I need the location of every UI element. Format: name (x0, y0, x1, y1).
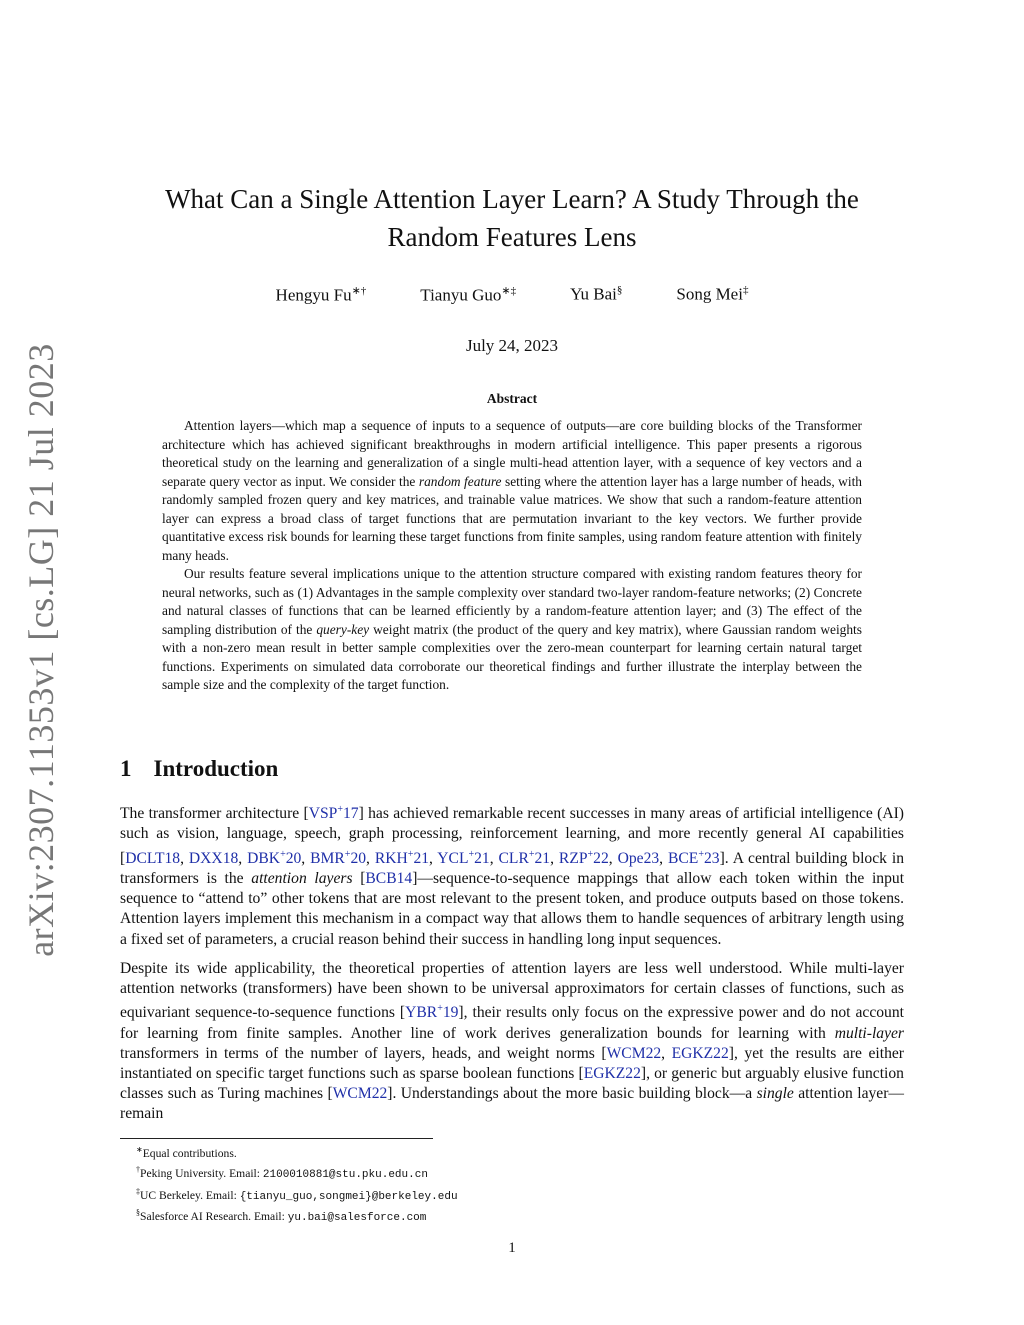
citation-link[interactable]: EGKZ22 (671, 1044, 729, 1062)
title-line-2: Random Features Lens (387, 222, 637, 252)
footnote: ‡UC Berkeley. Email: {tianyu_guo,songmei}@berkeley.edu (136, 1186, 458, 1203)
footnote: ∗Equal contributions. (136, 1145, 237, 1160)
citation-link[interactable]: DCLT18 (125, 849, 181, 867)
citation-link[interactable]: YBR+19 (405, 1003, 459, 1022)
email-address[interactable]: {tianyu_guo,songmei}@berkeley.edu (239, 1190, 458, 1203)
author-list (120, 284, 904, 306)
author: Song Mei‡ (676, 284, 749, 304)
citation-link[interactable]: RKH+21 (374, 848, 430, 867)
footnote: †Peking University. Email: 2100010881@stu.pku.edu.cn (136, 1165, 428, 1182)
body-paragraph: Despite its wide applicability, the theoretical properties of attention layers are less well understood. While multi-layer attention networks (transformers) have been shown to be universal approximators for certain classes of functions, such as equivariant sequence-to-sequence functions [YBR+19], their results only focus on the expressive power and do not account for learning from finite samples. Another line of work derives generalization bounds for learning with multi-layer transformers in terms of the number of layers, heads, and weight norms [WCM22, EGKZ22], yet the results are either instantiated on specific target functions such as sparse boolean functions [EGKZ22], or generic but arguably elusive function classes such as Turing machines [WCM22]. Understandings about the more basic building block—a single attention layer— remain (120, 959, 905, 1123)
section-heading: 1 Introduction (120, 756, 279, 781)
citation-link[interactable]: DBK+20 (247, 848, 302, 867)
citation-link[interactable]: BCE+23 (668, 848, 720, 867)
abstract-body (162, 417, 862, 695)
citation-link[interactable]: BMR+20 (310, 848, 367, 867)
abstract-paragraph: Our results feature several implications unique to the attention structure compared with existing random features theory for neural networks, such as (1) Advantages in the sample complexity over standard two-layer random-feature networks; (2) Concrete and natural classes of functions that can be learned efficiently by a random-feature attention layer; and (3) The effect of the sampling distribution of the query-key weight matrix (the product of the query and key matrix), where Gaussian random weights with a non-zero mean result in better sample complexities over the zero-mean counterpart for learning certain natural target functions. Experiments on simulated data corroborate our theoretical findings and further illustrate the interplay between the sample size and the complexity of the target function. (162, 566, 862, 692)
paper-title (120, 180, 904, 256)
citation-link[interactable]: DXX18 (188, 849, 239, 867)
citation-link[interactable]: EGKZ22 (583, 1065, 641, 1082)
author: Tianyu Guo∗‡ (420, 285, 517, 305)
citation-link[interactable]: YCL+21 (437, 848, 490, 867)
email-address[interactable]: 2100010881@stu.pku.edu.cn (262, 1169, 428, 1182)
citation-link[interactable]: WCM22 (606, 1044, 662, 1062)
footnote: §Salesforce AI Research. Email: yu.bai@salesforce.com (136, 1207, 427, 1224)
arxiv-identifier-stamp: arXiv:2307.11353v1 [cs.LG] 21 Jul 2023 (21, 343, 61, 957)
citation-link[interactable]: VSP+17 (308, 804, 359, 823)
footnotes (120, 1142, 904, 1226)
title-line-1: What Can a Single Attention Layer Learn? A Study Through the (165, 184, 859, 214)
citation-link[interactable]: CLR+21 (498, 848, 551, 867)
citation-link[interactable]: RZP+22 (558, 848, 609, 867)
email-address[interactable]: yu.bai@salesforce.com (287, 1211, 427, 1224)
citation-link[interactable]: Ope23 (617, 849, 660, 867)
citation-link[interactable]: WCM22 (332, 1085, 388, 1103)
body-paragraph: The transformer architecture [VSP+17] has achieved remarkable recent successes in many areas of artificial intelligence (AI) such as vision, language, speech, graph processing, reinforcement learning, and more recently general AI capabilities [DCLT18, DXX18, DBK+20, BMR+20, RKH+21, YCL+21, CLR+21, RZP+22, Ope23, BCE+23]. A central building block in transformers is the attention layers [BCB14]—sequence-to-sequence mappings that allow each token within the input sequence to “attend to” other tokens that are most relevant to the present token, and produce outputs based on those tokens. Attention layers implement this mechanism in a compact way that allows them to handle sequences of arbitrary length using a fixed set of parameters, a crucial reason behind their success in handling long input sequences. (120, 804, 905, 948)
footnote-rule (120, 1138, 433, 1139)
publication-date: July 24, 2023 (465, 336, 559, 355)
citation-link[interactable]: BCB14 (365, 869, 413, 887)
author: Yu Bai§ (570, 284, 623, 304)
abstract-paragraph: Attention layers—which map a sequence of inputs to a sequence of outputs—are core building blocks of the Transformer architecture which has achieved significant breakthroughs in modern artificial intelligence. This paper presents a rigorous theoretical study on the learning and generalization of a single multi-head attention layer, with a sequence of key vectors and a separate query vector as input. We consider the random feature setting where the attention layer has a large number of heads, with randomly sampled frozen query and key matrices, and trainable value matrices. We show that such a random-feature attention layer can express a broad class of target functions that are permutation invariant to the key vectors. We further provide quantitative excess risk bounds for learning these target functions from finite samples, using random feature attention with finitely many heads. (162, 418, 862, 563)
author: Hengyu Fu∗† (275, 285, 367, 305)
abstract-heading: Abstract (486, 391, 538, 406)
page-number: 1 (508, 1240, 516, 1256)
introduction-body (120, 800, 904, 1134)
